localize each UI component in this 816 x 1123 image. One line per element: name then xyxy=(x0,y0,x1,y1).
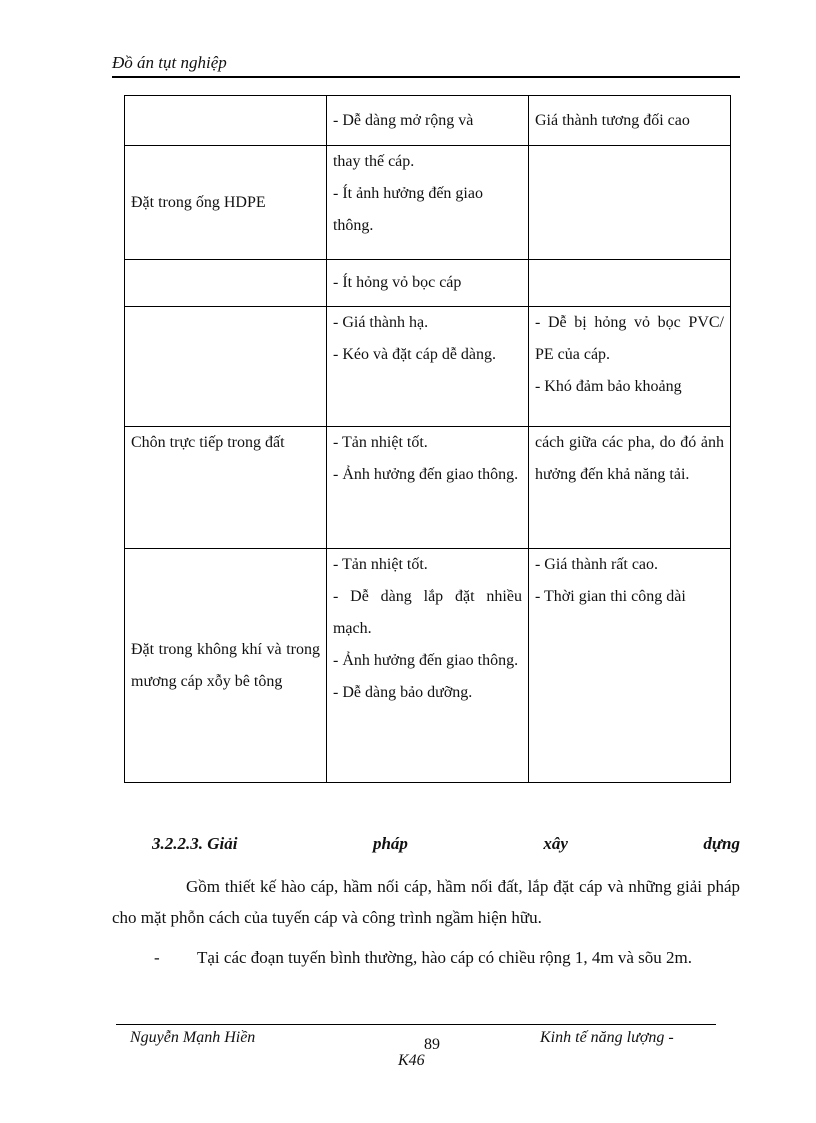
bullet-text: Tại các đoạn tuyến bình thường, hào cáp có chiều rộng 1, 4m và sõu 2m. xyxy=(197,948,693,967)
table-cell xyxy=(326,427,528,549)
bullet-dash: - xyxy=(154,948,160,967)
cell-text: - Ảnh hưởng đến giao thông. xyxy=(332,652,519,669)
cell-text: - Dễ dàng mở rộng và xyxy=(332,111,474,129)
footer-class: K46 xyxy=(398,1052,425,1069)
table-cell xyxy=(125,427,327,549)
cell-text: thay thế cáp. xyxy=(332,153,415,170)
table-cell xyxy=(125,549,327,783)
cell-text: - Dễ dàng lắp đặt nhiều mạch. xyxy=(332,588,522,637)
heading-word: 3.2.2.3. Giải xyxy=(152,834,238,853)
table-cell xyxy=(326,307,528,427)
cell-text: - Dễ dàng bảo dưỡng. xyxy=(332,684,473,701)
bullet-paragraph xyxy=(112,942,740,973)
cell-text: - Giá thành rất cao. xyxy=(534,556,659,573)
method-label: Đặt trong ống HDPE xyxy=(131,193,266,211)
cell-text: - Giá thành hạ. xyxy=(332,314,429,331)
section-heading xyxy=(152,834,740,854)
table-cell xyxy=(125,96,327,146)
table-row xyxy=(125,427,731,549)
table-cell xyxy=(528,146,730,260)
table-cell xyxy=(528,549,730,783)
heading-word: dựng xyxy=(703,834,740,853)
footer-author: Nguyễn Mạnh Hiền xyxy=(130,1029,256,1046)
page-number: 89 xyxy=(424,1036,440,1053)
cell-text: - Thời gian thi công dài xyxy=(534,588,686,605)
heading-word: xây xyxy=(543,834,568,853)
table-cell xyxy=(326,260,528,307)
table-row xyxy=(125,96,731,146)
table-cell xyxy=(326,96,528,146)
cell-text: - Ít hỏng vỏ bọc cáp xyxy=(332,274,462,291)
cell-text: Giá thành tương đối cao xyxy=(534,111,690,129)
cell-text: - Tản nhiệt tốt. xyxy=(332,434,428,451)
body-paragraph: Gồm thiết kế hào cáp, hầm nối cáp, hầm nối đất, lắp đặt cáp và những giải pháp cho mặt phỗn cách của tuyến cáp và công trình ngầm hiện hữu. xyxy=(112,877,740,927)
table-cell xyxy=(528,427,730,549)
table-cell xyxy=(326,549,528,783)
table-row xyxy=(125,307,731,427)
table-cell xyxy=(125,307,327,427)
table-cell xyxy=(326,146,528,260)
footer-department: Kinh tế năng lượng - xyxy=(540,1029,674,1046)
method-label: Đặt trong không khí và trong mương cáp xỗy bê tông xyxy=(131,640,320,690)
cell-text: - Tản nhiệt tốt. xyxy=(332,556,428,573)
header-rule xyxy=(112,76,740,78)
footer-rule xyxy=(116,1024,716,1025)
method-label: Chôn trực tiếp trong đất xyxy=(131,434,285,451)
heading-word: pháp xyxy=(372,834,408,853)
page-header-title: Đồ án tụt nghiệp xyxy=(112,53,227,72)
table-cell xyxy=(125,260,327,307)
cell-text: cách giữa các pha, do đó ảnh hưởng đến khả năng tải. xyxy=(534,434,724,483)
cell-text: - Ít ảnh hưởng đến giao thông. xyxy=(332,185,483,234)
table-cell xyxy=(528,307,730,427)
table-row xyxy=(125,260,731,307)
cell-text: - Khó đảm bảo khoảng xyxy=(534,378,682,395)
cell-text: - Dễ bị hỏng vỏ bọc PVC/ PE của cáp. xyxy=(534,314,724,363)
table-row xyxy=(125,549,731,783)
cell-text: - Ảnh hưởng đến giao thông. xyxy=(332,466,519,483)
cell-text: - Kéo và đặt cáp dễ dàng. xyxy=(332,346,497,363)
cable-method-comparison-table xyxy=(124,95,731,783)
table-cell xyxy=(528,260,730,307)
table-cell xyxy=(125,146,327,260)
table-row xyxy=(125,146,731,260)
table-cell xyxy=(528,96,730,146)
